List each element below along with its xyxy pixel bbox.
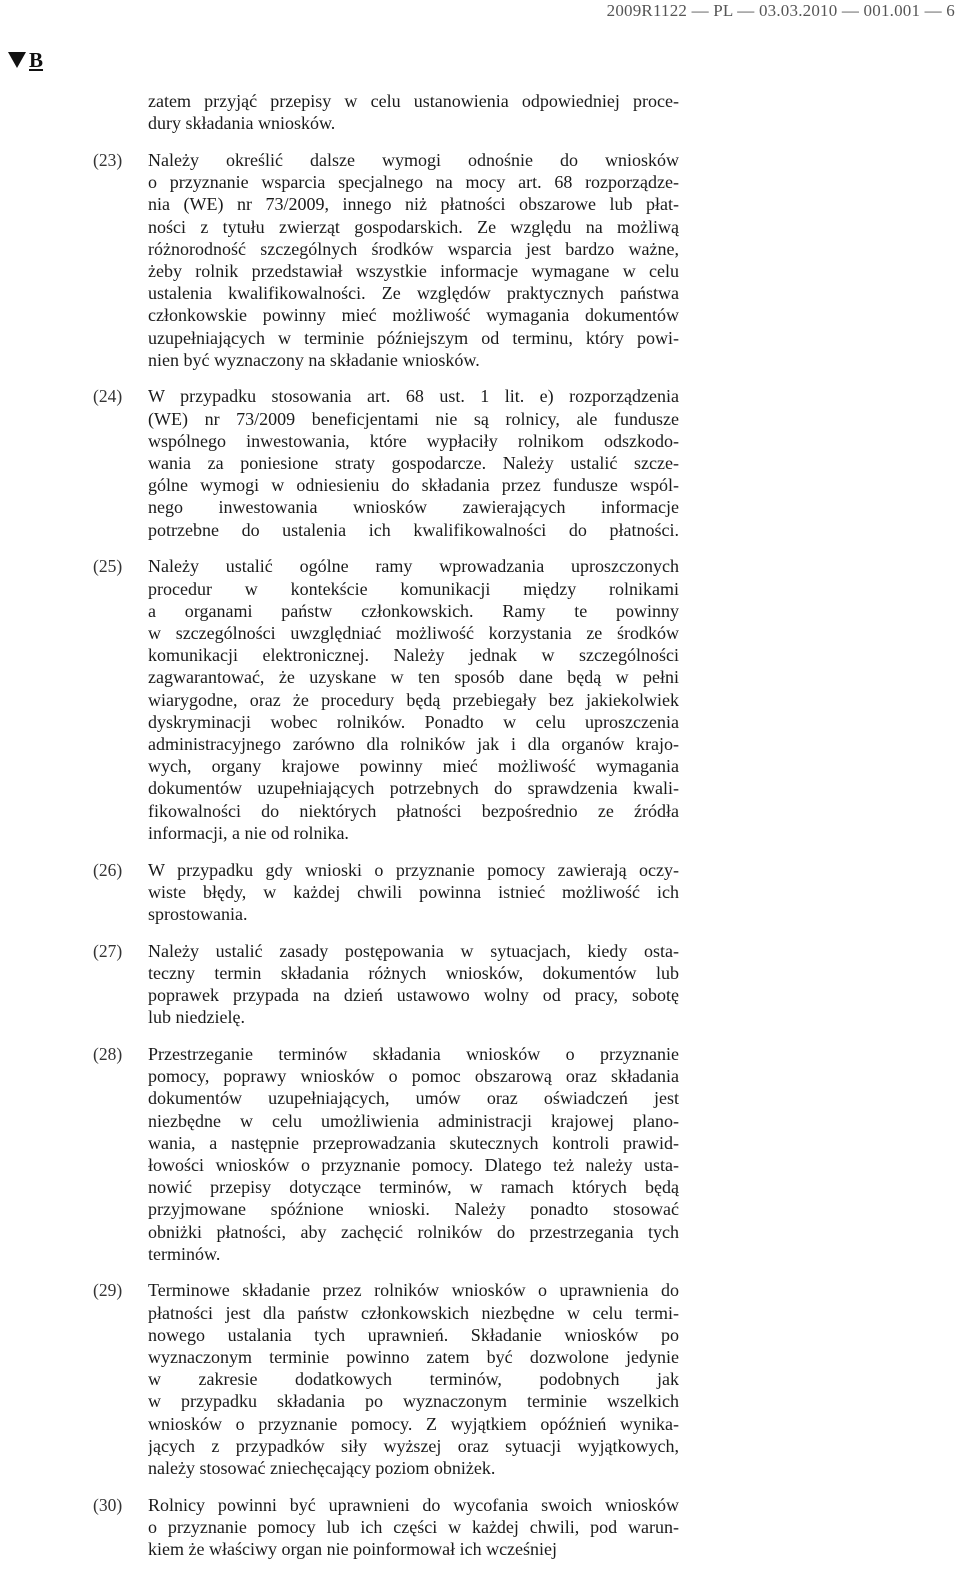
text-line: teczny termin składania różnych wniosków, dokumentów lub [148, 962, 679, 983]
recital-number: (24) [93, 386, 123, 407]
recital-number: (30) [93, 1494, 123, 1515]
text-line: ustalenia kwalifikowalności. Ze względów praktycznych państwa [148, 283, 679, 304]
text-line: o przyznanie pomocy lub ich części w każdej chwili, pod warun- [148, 1516, 679, 1537]
recital-text [148, 385, 679, 540]
text-line: dokumentów uzupełniających potrzebnych do sprawdzenia kwali- [148, 778, 679, 799]
recital [0, 1494, 960, 1561]
text-line: łowości wniosków o przyznanie pomocy. Dlatego też należy usta- [148, 1154, 679, 1175]
recital [0, 555, 960, 844]
text-line: terminów. [148, 1243, 221, 1264]
text-line: wiste błędy, w każdej chwili powinna istnieć możliwość ich [148, 881, 679, 902]
recital-number: (27) [93, 940, 123, 961]
text-line: kiem że właściwy organ nie poinformował ich wcześniej [148, 1539, 558, 1560]
text-line: wyznaczonym terminie powinno zatem być dozwolone jedynie [148, 1347, 679, 1368]
text-line: zatem przyjąć przepisy w celu ustanowienia odpowiedniej proce- [148, 91, 679, 111]
text-line: żeby rolnik przedstawiał wszystkie informacje wymagane w celu [148, 260, 679, 281]
text-line: sprostowania. [148, 903, 248, 924]
text-line: informacji, a nie od rolnika. [148, 822, 349, 843]
text-line: zagwarantować, że uzyskane w ten sposób dane będą w pełni [148, 667, 679, 688]
text-line: W przypadku stosowania art. 68 ust. 1 lit. e) rozporządzenia [148, 386, 679, 407]
text-line: nego inwestowania wniosków zawierających informacje [148, 497, 679, 518]
text-line: gólne wymogi w odniesieniu do składania przez fundusze wspól- [148, 475, 679, 496]
text-line: Należy ustalić ogólne ramy wprowadzania uproszczonych [148, 556, 679, 577]
text-line: przyjmowane spóźnione wnioski. Należy ponadto stosować [148, 1199, 679, 1220]
text-line: nowego ustalania tych uprawnień. Składanie wniosków po [148, 1324, 679, 1345]
recital-text [148, 859, 679, 926]
recital-text [148, 1494, 679, 1561]
text-line: jących z przypadków siły wyższej oraz sytuacji wyjątkowych, [148, 1435, 679, 1456]
recital [0, 90, 960, 134]
text-line: płatności jest dla państw członkowskich niezbędne w celu termi- [148, 1302, 679, 1323]
recital-text [148, 149, 679, 371]
recital-text [148, 555, 679, 844]
text-line: wania, a następnie przeprowadzania skutecznych kontroli prawid- [148, 1132, 679, 1153]
text-line: nowić przepisy dotyczące terminów, w ramach których będą [148, 1177, 679, 1198]
recital [0, 1043, 960, 1265]
recital-text [148, 90, 679, 134]
text-line: Rolnicy powinni być uprawnieni do wycofania swoich wniosków [148, 1494, 679, 1515]
text-line: pomocy, poprawy wniosków o pomoc obszarową oraz składania [148, 1066, 679, 1087]
amendment-letter: B [29, 48, 44, 72]
recital-number: (26) [93, 859, 123, 880]
recital-number: (23) [93, 149, 123, 170]
text-line: procedur w kontekście komunikacji między rolnikami [148, 578, 679, 599]
text-line: uzupełniających w terminie późniejszym od terminu, który powi- [148, 327, 679, 348]
recital [0, 940, 960, 1029]
amendment-marker [8, 48, 43, 73]
text-line: obniżki płatności, aby zachęcić rolników do przestrzegania tych [148, 1221, 679, 1242]
running-header: 2009R1122 — PL — 03.03.2010 — 001.001 — 6 [606, 1, 955, 20]
recital [0, 149, 960, 371]
recital [0, 859, 960, 926]
text-line: wania za poniesione straty gospodarcze. Należy ustalić szcze- [148, 453, 679, 474]
text-line: lub niedzielę. [148, 1007, 245, 1028]
text-line: Terminowe składanie przez rolników wniosków o uprawnienia do [148, 1280, 679, 1301]
text-line: nien być wyznaczony na składanie wniosków. [148, 349, 480, 370]
text-line: poprawek przypada na dzień ustawowo wolny od pracy, sobotę [148, 985, 679, 1006]
text-line: potrzebne do ustalenia ich kwalifikowalności do płatności. [148, 519, 679, 540]
recital-text [148, 940, 679, 1029]
text-line: o przyznanie wsparcia specjalnego na mocy art. 68 rozporządze- [148, 172, 679, 193]
text-line: wniosków o przyznanie pomocy. Z wyjątkiem opóźnień wynika- [148, 1413, 679, 1434]
recital [0, 385, 960, 540]
text-line: fikowalności do niektórych płatności bezpośrednio ze źródła [148, 800, 679, 821]
text-line: wych, organy krajowe powinny mieć możliwość wymagania [148, 756, 679, 777]
text-line: wspólnego inwestowania, które wypłaciły rolnikom odszkodo- [148, 430, 679, 451]
text-line: dyskryminacji wobec rolników. Ponadto w celu uproszczenia [148, 711, 679, 732]
recital-text [148, 1279, 679, 1479]
text-line: Należy określić dalsze wymogi odnośnie do wniosków [148, 149, 679, 170]
text-line: a organami państw członkowskich. Ramy te powinny [148, 600, 679, 621]
text-line: w zakresie dodatkowych terminów, podobnych jak [148, 1369, 679, 1390]
text-line: dury składania wniosków. [148, 113, 336, 134]
text-line: (WE) nr 73/2009 beneficjentami nie są rolnicy, ale fundusze [148, 408, 679, 429]
recital-number: (25) [93, 556, 123, 577]
text-line: członkowskie powinny mieć możliwość wymagania dokumentów [148, 305, 679, 326]
text-line: należy stosować zniechęcający poziom obniżek. [148, 1458, 496, 1479]
text-line: wiarygodne, oraz że procedury będą przebiegały bez jakiekolwiek [148, 689, 679, 710]
text-line: Należy ustalić zasady postępowania w sytuacjach, kiedy osta- [148, 940, 679, 961]
recital-text [148, 1043, 679, 1265]
text-line: W przypadku gdy wnioski o przyznanie pomocy zawierają oczy- [148, 859, 679, 880]
recital-number: (29) [93, 1280, 123, 1301]
text-line: administracyjnego zarówno dla rolników jak i dla organów krajo- [148, 733, 679, 754]
text-line: różnorodność szczególnych środków wsparcia jest bardzo ważne, [148, 238, 679, 259]
text-line: w szczególności uwzględniać możliwość korzystania ze środków [148, 622, 679, 643]
text-line: komunikacji elektronicznej. Należy jednak w szczególności [148, 645, 679, 666]
recital-number: (28) [93, 1043, 123, 1064]
text-line: nia (WE) nr 73/2009, innego niż płatności obszarowe lub płat- [148, 194, 679, 215]
recital [0, 1279, 960, 1479]
recitals-list [0, 90, 960, 1575]
triangle-down-icon [8, 52, 26, 68]
text-line: dokumentów uzupełniających, umów oraz oświadczeń jest [148, 1088, 679, 1109]
text-line: w przypadku składania po wyznaczonym terminie wszelkich [148, 1391, 679, 1412]
text-line: ności z tytułu zwierząt gospodarskich. Ze względu na możliwą [148, 216, 679, 237]
text-line: Przestrzeganie terminów składania wniosków o przyznanie [148, 1043, 679, 1064]
text-line: niezbędne w celu umożliwienia administracji krajowej plano- [148, 1110, 679, 1131]
